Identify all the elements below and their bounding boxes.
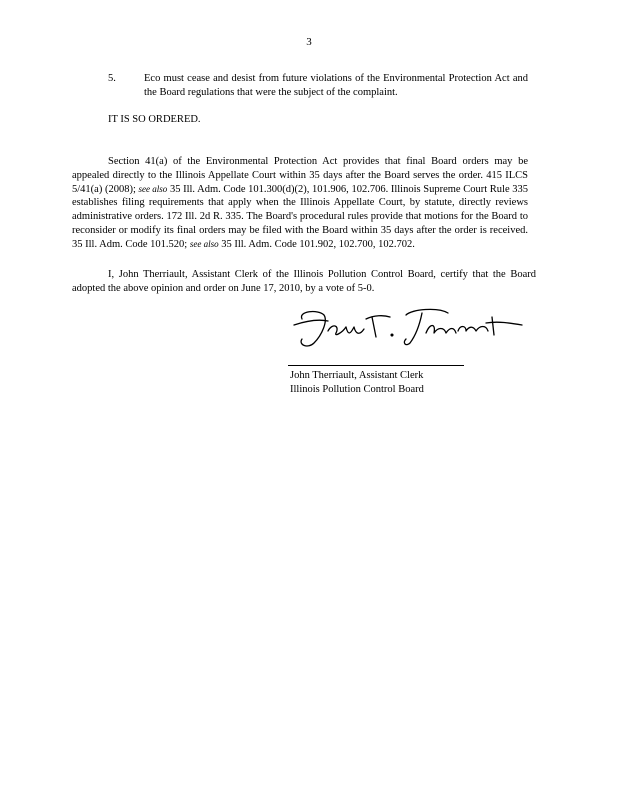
see-also-citation: see also [138, 183, 168, 194]
handwritten-signature [288, 305, 528, 351]
so-ordered-statement: IT IS SO ORDERED. [108, 114, 201, 125]
order-item-number: 5. [108, 73, 116, 84]
certification-paragraph: I, John Therriault, Assistant Clerk of the Illinois Pollution Control Board, certify that the Board adopted the above opinion and order on June 17, 2010, by a vote of 5-0. [72, 269, 536, 294]
appeal-rights-paragraph [72, 155, 528, 252]
signer-name-title: John Therriault, Assistant Clerk [290, 370, 424, 381]
signer-organization: Illinois Pollution Control Board [290, 384, 424, 395]
appeal-text-part1: Section 41(a) of the Environmental Protection Act provides that final Board orders may be appealed directly to the Illinois Appellate Court within 35 days after the Board serves the order. 415 ILCS 5/41(a) (2008); [72, 156, 528, 195]
appeal-text-part2: 35 Ill. Adm. Code 101.300(d)(2), 101.906, 102.706. Illinois Supreme Court Rule 335 establishes filing requirements that apply when the Illinois Appellate Court, by statute, directly reviews administrative orders. 172 Ill. 2d R. 335. The Board's procedural rules provide that motions for the Board to reconsider or modify its final orders may be filed with the Board within 35 days after the order is received. 35 Ill. Adm. Code 101.520; [72, 183, 528, 250]
order-item-5 [108, 72, 528, 100]
signer-block [290, 369, 424, 397]
signature-line [288, 365, 464, 366]
order-item-text: Eco must cease and desist from future violations of the Environmental Protection Act and the Board regulations that were the subject of the complaint. [144, 73, 528, 98]
see-also-citation: see also [189, 238, 219, 249]
page-number: 3 [306, 36, 312, 48]
appeal-text-part3: 35 Ill. Adm. Code 101.902, 102.700, 102.702. [218, 238, 415, 250]
